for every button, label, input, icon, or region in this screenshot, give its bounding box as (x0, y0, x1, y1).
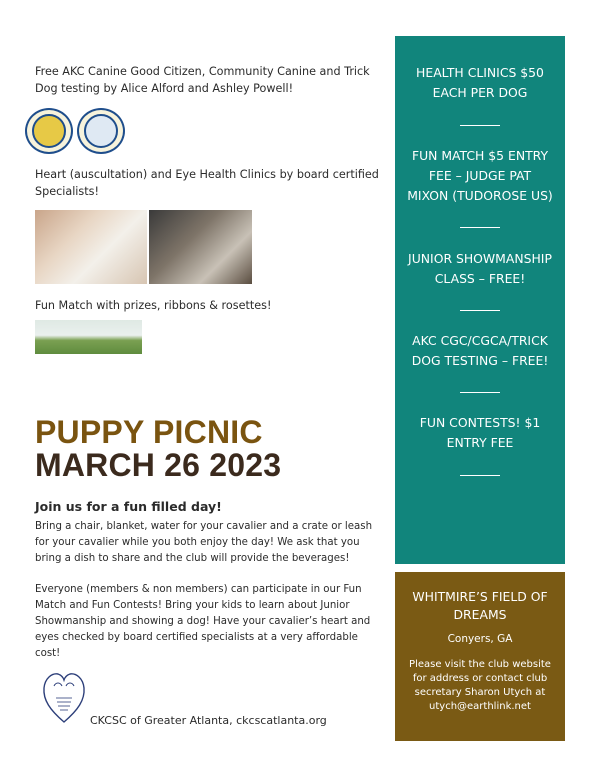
feature-junior-showmanship: JUNIOR SHOWMANSHIP CLASS – FREE! (408, 251, 552, 286)
health-clinics-text: Heart (auscultation) and Eye Health Clinics by board certified Specialists! (35, 168, 379, 198)
akc-canine-good-citizen-seal-icon (25, 108, 73, 154)
contact-text: Please visit the club website for address or contact club secretary Sharon Utych at utych@earthlink.net (409, 659, 551, 712)
feature-fun-contests: FUN CONTESTS! $1 ENTRY FEE (419, 415, 541, 450)
feature-fun-match: FUN MATCH $5 ENTRY FEE – JUDGE PAT MIXON (TUDOROSE US) (407, 148, 553, 203)
fun-match-photo (35, 320, 142, 354)
heart-clinic-photo (35, 210, 147, 284)
venue-name: WHITMIRE’S FIELD OF DREAMS (412, 589, 548, 622)
fun-match-text: Fun Match with prizes, ribbons & rosettes! (35, 299, 272, 312)
feature-akc-testing: AKC CGC/CGCA/TRICK DOG TESTING – FREE! (411, 333, 549, 368)
eye-clinic-photo (149, 210, 252, 284)
features-panel (395, 36, 565, 564)
everyone-text: Everyone (members & non members) can participate in our Fun Match and Fun Contests! Bring your kids to learn about Junior Showmanship and showing a dog! Have your cavalier’s heart and eyes checked by board certified specialists at a very affordable cost! (35, 584, 371, 659)
divider (460, 475, 500, 476)
join-heading: Join us for a fun filled day! (35, 499, 222, 514)
feature-health-clinics: HEALTH CLINICS $50 EACH PER DOG (416, 65, 544, 100)
akc-logos (25, 108, 125, 154)
divider (460, 310, 500, 311)
clinic-photos (35, 210, 252, 284)
venue-city: Conyers, GA (447, 633, 513, 645)
venue-panel (395, 572, 565, 741)
club-name-footer: CKCSC of Greater Atlanta, ckcscatlanta.org (90, 714, 327, 727)
divider (460, 227, 500, 228)
testing-intro-text: Free AKC Canine Good Citizen, Community Canine and Trick Dog testing by Alice Alford and Ashley Powell! (35, 65, 370, 95)
bring-text: Bring a chair, blanket, water for your cavalier and a crate or leash for your cavalier while you both enjoy the day! We ask that you bring a dish to share and the club will provide the beverages! (35, 521, 373, 564)
akc-trick-dog-seal-icon (77, 108, 125, 154)
event-title: PUPPY PICNIC (35, 414, 263, 450)
divider (460, 125, 500, 126)
event-date: MARCH 26 2023 (35, 447, 282, 483)
divider (460, 392, 500, 393)
club-heart-logo-icon (40, 668, 88, 726)
